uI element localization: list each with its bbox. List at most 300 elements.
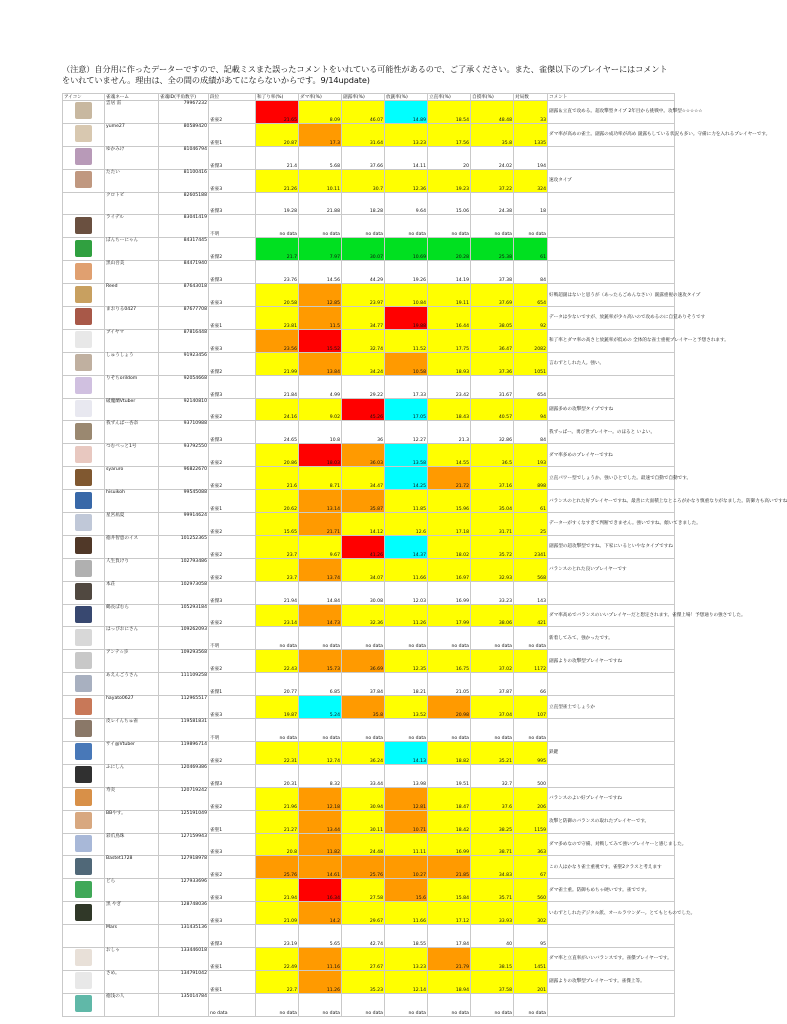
stat-furo: 33.44 xyxy=(342,764,385,787)
player-rank: 雀豪2 xyxy=(209,856,256,879)
player-name: ブイヤマ xyxy=(105,329,159,352)
stat-hourate: 20 xyxy=(428,146,471,169)
stat-top: 23.76 xyxy=(256,261,299,284)
stat-riichi: 19.26 xyxy=(385,261,428,284)
player-id: 105293184 xyxy=(159,604,209,627)
player-id: 119581831 xyxy=(159,719,209,742)
stat-riichi: 14.89 xyxy=(385,101,428,124)
player-name: 黒 やぎ xyxy=(105,902,159,925)
stat-jikaku: 31.67 xyxy=(471,375,514,398)
player-comment: 新着してみて、強かったです。 xyxy=(548,627,675,650)
header-icon: アイコン xyxy=(63,94,105,101)
stat-houju: no data xyxy=(299,627,342,650)
stat-hourate: no data xyxy=(428,215,471,238)
player-id: 109293568 xyxy=(159,650,209,673)
player-comment: 副露＆立直で攻める。超攻撃型タイプ 2年目から挑戦中。攻撃型☆☆☆☆☆ xyxy=(548,101,675,124)
stat-top: 21.7 xyxy=(256,238,299,261)
stat-furo: 32.36 xyxy=(342,604,385,627)
table-row xyxy=(63,719,675,742)
stat-furo: 25.76 xyxy=(342,856,385,879)
stat-jikaku: 37.36 xyxy=(471,352,514,375)
player-comment: バランスのとれた好プレイヤーですね。最善に大面積上なところがかなり慎重なりがなました。防御力も高いですね xyxy=(548,490,675,513)
player-comment xyxy=(548,215,675,238)
table-row xyxy=(63,329,675,352)
player-comment: 攻撃と防御のバランスの取れたプレイヤーです。 xyxy=(548,810,675,833)
stat-houju: 12.74 xyxy=(299,741,342,764)
avatar-image xyxy=(75,606,92,623)
avatar-image xyxy=(75,949,92,966)
stat-riichi: 10.69 xyxy=(385,238,428,261)
stat-top: 20.31 xyxy=(256,764,299,787)
stat-houju: 14.84 xyxy=(299,581,342,604)
player-comment: 我ずっぱー。勇び世プレイヤー。のほると いよい。 xyxy=(548,421,675,444)
player-rank: 不明 xyxy=(209,719,256,742)
player-id: 81100416 xyxy=(159,169,209,192)
header-comment: コメント xyxy=(548,94,675,101)
stat-riichi: no data xyxy=(385,993,428,1016)
table-row xyxy=(63,169,675,192)
avatar-image xyxy=(75,308,92,325)
stat-hourate: 21.3 xyxy=(428,421,471,444)
stat-hourate: 19.51 xyxy=(428,764,471,787)
stat-games: 107 xyxy=(514,696,548,719)
stat-hourate: 17.99 xyxy=(428,604,471,627)
stat-games: 363 xyxy=(514,833,548,856)
avatar-image xyxy=(75,492,92,509)
stat-riichi: 11.11 xyxy=(385,833,428,856)
stat-riichi: 13.23 xyxy=(385,947,428,970)
stat-furo: 35.87 xyxy=(342,490,385,513)
player-comment: ダマ率と立直率がいいバランスです。雀傑プレイヤーです。 xyxy=(548,947,675,970)
player-id: 134791042 xyxy=(159,970,209,993)
avatar-image xyxy=(75,972,92,989)
stat-top: 24.65 xyxy=(256,421,299,444)
stat-hourate: 19.23 xyxy=(428,169,471,192)
player-id: 82605188 xyxy=(159,192,209,215)
stat-games: 33 xyxy=(514,101,548,124)
stat-hourate: 17.12 xyxy=(428,902,471,925)
stat-furo: 34.24 xyxy=(342,352,385,375)
stat-games: 302 xyxy=(514,902,548,925)
player-id: 99914624 xyxy=(159,513,209,536)
stat-top: 23.19 xyxy=(256,925,299,948)
player-name: 人生負けり xyxy=(105,558,159,581)
avatar-image xyxy=(75,148,92,165)
stat-riichi: no data xyxy=(385,627,428,650)
stat-top: no data xyxy=(256,215,299,238)
player-name: しゅうしょう xyxy=(105,352,159,375)
stat-houju: 9.02 xyxy=(299,398,342,421)
player-rank: 不明 xyxy=(209,215,256,238)
player-rank: 雀傑3 xyxy=(209,375,256,398)
avatar-image xyxy=(75,904,92,921)
player-rank: 雀豪3 xyxy=(209,696,256,719)
player-name: yume27 xyxy=(105,123,159,146)
stat-furo: 36.69 xyxy=(342,650,385,673)
stat-top: no data xyxy=(256,993,299,1016)
player-rank: 雀豪3 xyxy=(209,329,256,352)
stat-furo: 30.08 xyxy=(342,581,385,604)
table-row xyxy=(63,238,675,261)
stat-furo: 41.26 xyxy=(342,535,385,558)
avatar xyxy=(63,215,105,238)
table-row xyxy=(63,970,675,993)
player-id: 84317445 xyxy=(159,238,209,261)
avatar-image xyxy=(75,743,92,760)
stat-riichi: 13.98 xyxy=(385,764,428,787)
stat-top: 20.87 xyxy=(256,123,299,146)
player-comment: ダマ率高めでバランスのいいプレイヤーだと想定されます。雀傑上場！予想通りの強さでした。 xyxy=(548,604,675,627)
stat-furo: 30.07 xyxy=(342,238,385,261)
player-comment: バランスのよい好プレイヤーですね xyxy=(548,787,675,810)
player-name: おしゃ xyxy=(105,947,159,970)
stat-furo: 29.67 xyxy=(342,902,385,925)
header-top: 和了り率(%) xyxy=(256,94,299,101)
stat-top: 21.99 xyxy=(256,352,299,375)
stat-houju: 16.34 xyxy=(299,879,342,902)
player-rank: 雀傑2 xyxy=(209,352,256,375)
stat-top: 20.77 xyxy=(256,673,299,696)
stat-hourate: 14.55 xyxy=(428,444,471,467)
stat-games: 2341 xyxy=(514,535,548,558)
stat-furo: 35.8 xyxy=(342,696,385,719)
table-row xyxy=(63,146,675,169)
stat-games: 84 xyxy=(514,261,548,284)
stat-games: 560 xyxy=(514,879,548,902)
player-comment: 和了率とダマ率の高さと放銃率が低めの 全体的な雀士重視プレイヤーと予想されます。 xyxy=(548,329,675,352)
stat-houju: 13.14 xyxy=(299,490,342,513)
table-row xyxy=(63,375,675,398)
table-row xyxy=(63,467,675,490)
stat-jikaku: 38.06 xyxy=(471,604,514,627)
stat-jikaku: no data xyxy=(471,627,514,650)
header-row xyxy=(63,94,675,101)
avatar xyxy=(63,856,105,879)
avatar-image xyxy=(75,698,92,715)
player-comment: ダマ率が高めの雀士。副露の成功率が高め 副露もしている状況も多い。守備に力を入れるプレイヤーです。 xyxy=(548,123,675,146)
stat-jikaku: 34.83 xyxy=(471,856,514,879)
stat-top: 21.09 xyxy=(256,902,299,925)
stat-jikaku: 37.69 xyxy=(471,284,514,307)
player-id: 91923456 xyxy=(159,352,209,375)
stat-houju: 10.8 xyxy=(299,421,342,444)
player-name: アンテ☆歩 xyxy=(105,650,159,673)
stat-houju: no data xyxy=(299,993,342,1016)
stat-houju: 5.65 xyxy=(299,925,342,948)
stat-games: no data xyxy=(514,627,548,650)
stat-furo: 27.58 xyxy=(342,879,385,902)
avatar-image xyxy=(75,331,92,348)
avatar xyxy=(63,101,105,124)
avatar xyxy=(63,787,105,810)
avatar xyxy=(63,696,105,719)
stat-furo: no data xyxy=(342,215,385,238)
player-id: 79967232 xyxy=(159,101,209,124)
table-row xyxy=(63,627,675,650)
avatar xyxy=(63,879,105,902)
player-name: ふにしん xyxy=(105,764,159,787)
stat-furo: 36.24 xyxy=(342,741,385,764)
stat-games: 18 xyxy=(514,192,548,215)
stat-riichi: 13.58 xyxy=(385,444,428,467)
player-comment xyxy=(548,925,675,948)
stat-games: 1451 xyxy=(514,947,548,970)
stat-games: 1051 xyxy=(514,352,548,375)
stat-houju: 13.74 xyxy=(299,558,342,581)
player-id: 120719242 xyxy=(159,787,209,810)
stat-top: 22.7 xyxy=(256,970,299,993)
player-rank: 雀豪2 xyxy=(209,787,256,810)
stat-games: 61 xyxy=(514,238,548,261)
player-name: 寿炎 xyxy=(105,787,159,810)
stat-games: 206 xyxy=(514,787,548,810)
table-row xyxy=(63,398,675,421)
stat-riichi: 10.58 xyxy=(385,352,428,375)
table-row xyxy=(63,261,675,284)
table-row xyxy=(63,925,675,948)
player-id: 93710988 xyxy=(159,421,209,444)
avatar-image xyxy=(75,102,92,119)
stat-top: 22.31 xyxy=(256,741,299,764)
stat-games: 201 xyxy=(514,970,548,993)
header-riichi: 放銃率(%) xyxy=(385,94,428,101)
avatar xyxy=(63,558,105,581)
stat-riichi: 11.66 xyxy=(385,558,428,581)
table-row xyxy=(63,993,675,1016)
avatar xyxy=(63,307,105,330)
avatar xyxy=(63,192,105,215)
avatar xyxy=(63,238,105,261)
stat-hourate: 18.43 xyxy=(428,398,471,421)
player-name: どら xyxy=(105,879,159,902)
stat-houju: 8.71 xyxy=(299,467,342,490)
header-hourate: 立直率(%) xyxy=(428,94,471,101)
stat-jikaku: 32.7 xyxy=(471,764,514,787)
avatar xyxy=(63,513,105,536)
stat-riichi: 17.05 xyxy=(385,398,428,421)
stat-houju: 10.11 xyxy=(299,169,342,192)
player-name: ライデル xyxy=(105,215,159,238)
stat-top: 21.65 xyxy=(256,101,299,124)
stat-games: 1159 xyxy=(514,810,548,833)
table-row xyxy=(63,650,675,673)
stat-houju: 14.56 xyxy=(299,261,342,284)
stat-jikaku: 32.93 xyxy=(471,558,514,581)
stat-houju: 21.71 xyxy=(299,513,342,536)
player-rank: 雀傑3 xyxy=(209,925,256,948)
avatar xyxy=(63,398,105,421)
player-name: 破魔蘭Vtuber xyxy=(105,398,159,421)
stat-hourate: 18.47 xyxy=(428,787,471,810)
stat-jikaku: 40.57 xyxy=(471,398,514,421)
player-comment: 言わずとしれた人。強い。 xyxy=(548,352,675,375)
stat-jikaku: 36.5 xyxy=(471,444,514,467)
avatar xyxy=(63,902,105,925)
player-name: ゆかみけ xyxy=(105,146,159,169)
stat-top: 19.28 xyxy=(256,192,299,215)
player-rank: 雀聖1 xyxy=(209,810,256,833)
player-comment: いわずとしれたデジタル派、オールラウンダー。とてもとものでした。 xyxy=(548,902,675,925)
stat-top: 21.6 xyxy=(256,467,299,490)
table-row xyxy=(63,833,675,856)
player-comment xyxy=(548,238,675,261)
avatar-image xyxy=(75,927,92,944)
avatar xyxy=(63,833,105,856)
header-rank: 段位 xyxy=(209,94,256,101)
player-comment: 副露多めの攻撃型タイプですね xyxy=(548,398,675,421)
avatar-image xyxy=(75,881,92,898)
stat-top: 21.94 xyxy=(256,879,299,902)
stat-jikaku: 38.71 xyxy=(471,833,514,856)
player-rank: 雀豪3 xyxy=(209,902,256,925)
table-row xyxy=(63,764,675,787)
stat-houju: 15.52 xyxy=(299,329,342,352)
avatar-image xyxy=(75,446,92,463)
stat-riichi: 14.25 xyxy=(385,467,428,490)
player-id: 127933696 xyxy=(159,879,209,902)
stat-games: 1335 xyxy=(514,123,548,146)
stat-houju: 7.97 xyxy=(299,238,342,261)
stat-jikaku: 37.04 xyxy=(471,696,514,719)
avatar-image xyxy=(75,400,92,417)
stat-hourate: 21.72 xyxy=(428,467,471,490)
stat-jikaku: 48.48 xyxy=(471,101,514,124)
stat-riichi: 17.33 xyxy=(385,375,428,398)
avatar xyxy=(63,284,105,307)
stat-riichi: 12.03 xyxy=(385,581,428,604)
stat-hourate: 18.54 xyxy=(428,101,471,124)
player-rank: 雀豪2 xyxy=(209,558,256,581)
stat-games: 654 xyxy=(514,284,548,307)
avatar xyxy=(63,764,105,787)
stat-houju: 5.24 xyxy=(299,696,342,719)
stat-games: 500 xyxy=(514,764,548,787)
stat-jikaku: 35.04 xyxy=(471,490,514,513)
player-id: 101252365 xyxy=(159,535,209,558)
player-comment: 副露型の超攻撃型ですね。下家にいるといやなタイプですね xyxy=(548,535,675,558)
stat-houju: 21.88 xyxy=(299,192,342,215)
player-name: 雲居 雷 xyxy=(105,101,159,124)
stat-furo: 44.29 xyxy=(342,261,385,284)
stat-games: 95 xyxy=(514,925,548,948)
stat-furo: 32.74 xyxy=(342,329,385,352)
stat-riichi: 15.6 xyxy=(385,879,428,902)
stat-riichi: 11.66 xyxy=(385,902,428,925)
table-row xyxy=(63,810,675,833)
player-comment xyxy=(548,764,675,787)
player-name: Bastet1728 xyxy=(105,856,159,879)
stat-houju: 17.3 xyxy=(299,123,342,146)
stat-riichi: 19.88 xyxy=(385,307,428,330)
stat-houju: 11.16 xyxy=(299,947,342,970)
stat-furo: 29.22 xyxy=(342,375,385,398)
player-comment: 立直パワー型でしょうか。強いひとでした。最速で自動で自動です。 xyxy=(548,467,675,490)
stat-furo: 45.26 xyxy=(342,398,385,421)
table-row xyxy=(63,101,675,124)
player-name: hisuikoh xyxy=(105,490,159,513)
avatar-image xyxy=(75,720,92,737)
stat-games: 995 xyxy=(514,741,548,764)
player-name: BBやす。 xyxy=(105,810,159,833)
avatar-image xyxy=(75,789,92,806)
avatar-image xyxy=(75,286,92,303)
player-id: 120469386 xyxy=(159,764,209,787)
stat-top: 25.76 xyxy=(256,856,299,879)
stat-games: 194 xyxy=(514,146,548,169)
stat-riichi: 12.27 xyxy=(385,421,428,444)
stat-games: no data xyxy=(514,215,548,238)
player-id: 81046794 xyxy=(159,146,209,169)
stat-games: 1172 xyxy=(514,650,548,673)
stat-hourate: 18.94 xyxy=(428,970,471,993)
stat-furo: 27.67 xyxy=(342,947,385,970)
stat-hourate: 16.75 xyxy=(428,650,471,673)
player-id: 80589420 xyxy=(159,123,209,146)
avatar-image xyxy=(75,377,92,394)
stat-jikaku: 25.38 xyxy=(471,238,514,261)
stat-houju: no data xyxy=(299,719,342,742)
stat-furo: no data xyxy=(342,627,385,650)
stat-jikaku: 32.86 xyxy=(471,421,514,444)
player-comment: 副露よりの攻撃型プレイヤーです。雀傑上等。 xyxy=(548,970,675,993)
stat-hourate: 19.11 xyxy=(428,284,471,307)
stat-riichi: 14.13 xyxy=(385,741,428,764)
stat-furo: no data xyxy=(342,719,385,742)
table-row xyxy=(63,947,675,970)
player-comment: 立直型雀士でしょうか xyxy=(548,696,675,719)
player-comment: データーがすくなすぎて判断できません。強いですね。傾いてきました。 xyxy=(548,513,675,536)
stat-houju: 9.67 xyxy=(299,535,342,558)
stat-jikaku: 37.22 xyxy=(471,169,514,192)
stat-games: 25 xyxy=(514,513,548,536)
stat-top: 21.84 xyxy=(256,375,299,398)
avatar xyxy=(63,627,105,650)
avatar xyxy=(63,352,105,375)
avatar xyxy=(63,947,105,970)
avatar xyxy=(63,444,105,467)
player-name: 我ずんぱー杏奈 xyxy=(105,421,159,444)
stat-top: 15.65 xyxy=(256,513,299,536)
avatar xyxy=(63,123,105,146)
stat-hourate: 18.82 xyxy=(428,741,471,764)
player-comment: 副露よりの攻撃型プレイヤーですね xyxy=(548,650,675,673)
stat-games: 193 xyxy=(514,444,548,467)
avatar-image xyxy=(75,171,92,188)
stat-hourate: 16.99 xyxy=(428,833,471,856)
player-rank: 雀傑3 xyxy=(209,421,256,444)
stat-hourate: 16.97 xyxy=(428,558,471,581)
stat-riichi: 10.84 xyxy=(385,284,428,307)
stat-top: 19.87 xyxy=(256,696,299,719)
player-id: 102793486 xyxy=(159,558,209,581)
stat-riichi: no data xyxy=(385,719,428,742)
player-id: 87677708 xyxy=(159,307,209,330)
player-name: Reed xyxy=(105,284,159,307)
header-houju: ダマ率(%) xyxy=(299,94,342,101)
table-row xyxy=(63,535,675,558)
stat-top: 23.14 xyxy=(256,604,299,627)
stat-riichi: 10.71 xyxy=(385,810,428,833)
stat-jikaku: 38.15 xyxy=(471,947,514,970)
player-comment xyxy=(548,581,675,604)
player-id: 96822670 xyxy=(159,467,209,490)
player-rank: 雀豪1 xyxy=(209,490,256,513)
player-name: 皮レイんちゅ雀 xyxy=(105,719,159,742)
stat-furo: 30.7 xyxy=(342,169,385,192)
avatar-image xyxy=(75,194,92,211)
avatar xyxy=(63,490,105,513)
stat-jikaku: 35.71 xyxy=(471,879,514,902)
